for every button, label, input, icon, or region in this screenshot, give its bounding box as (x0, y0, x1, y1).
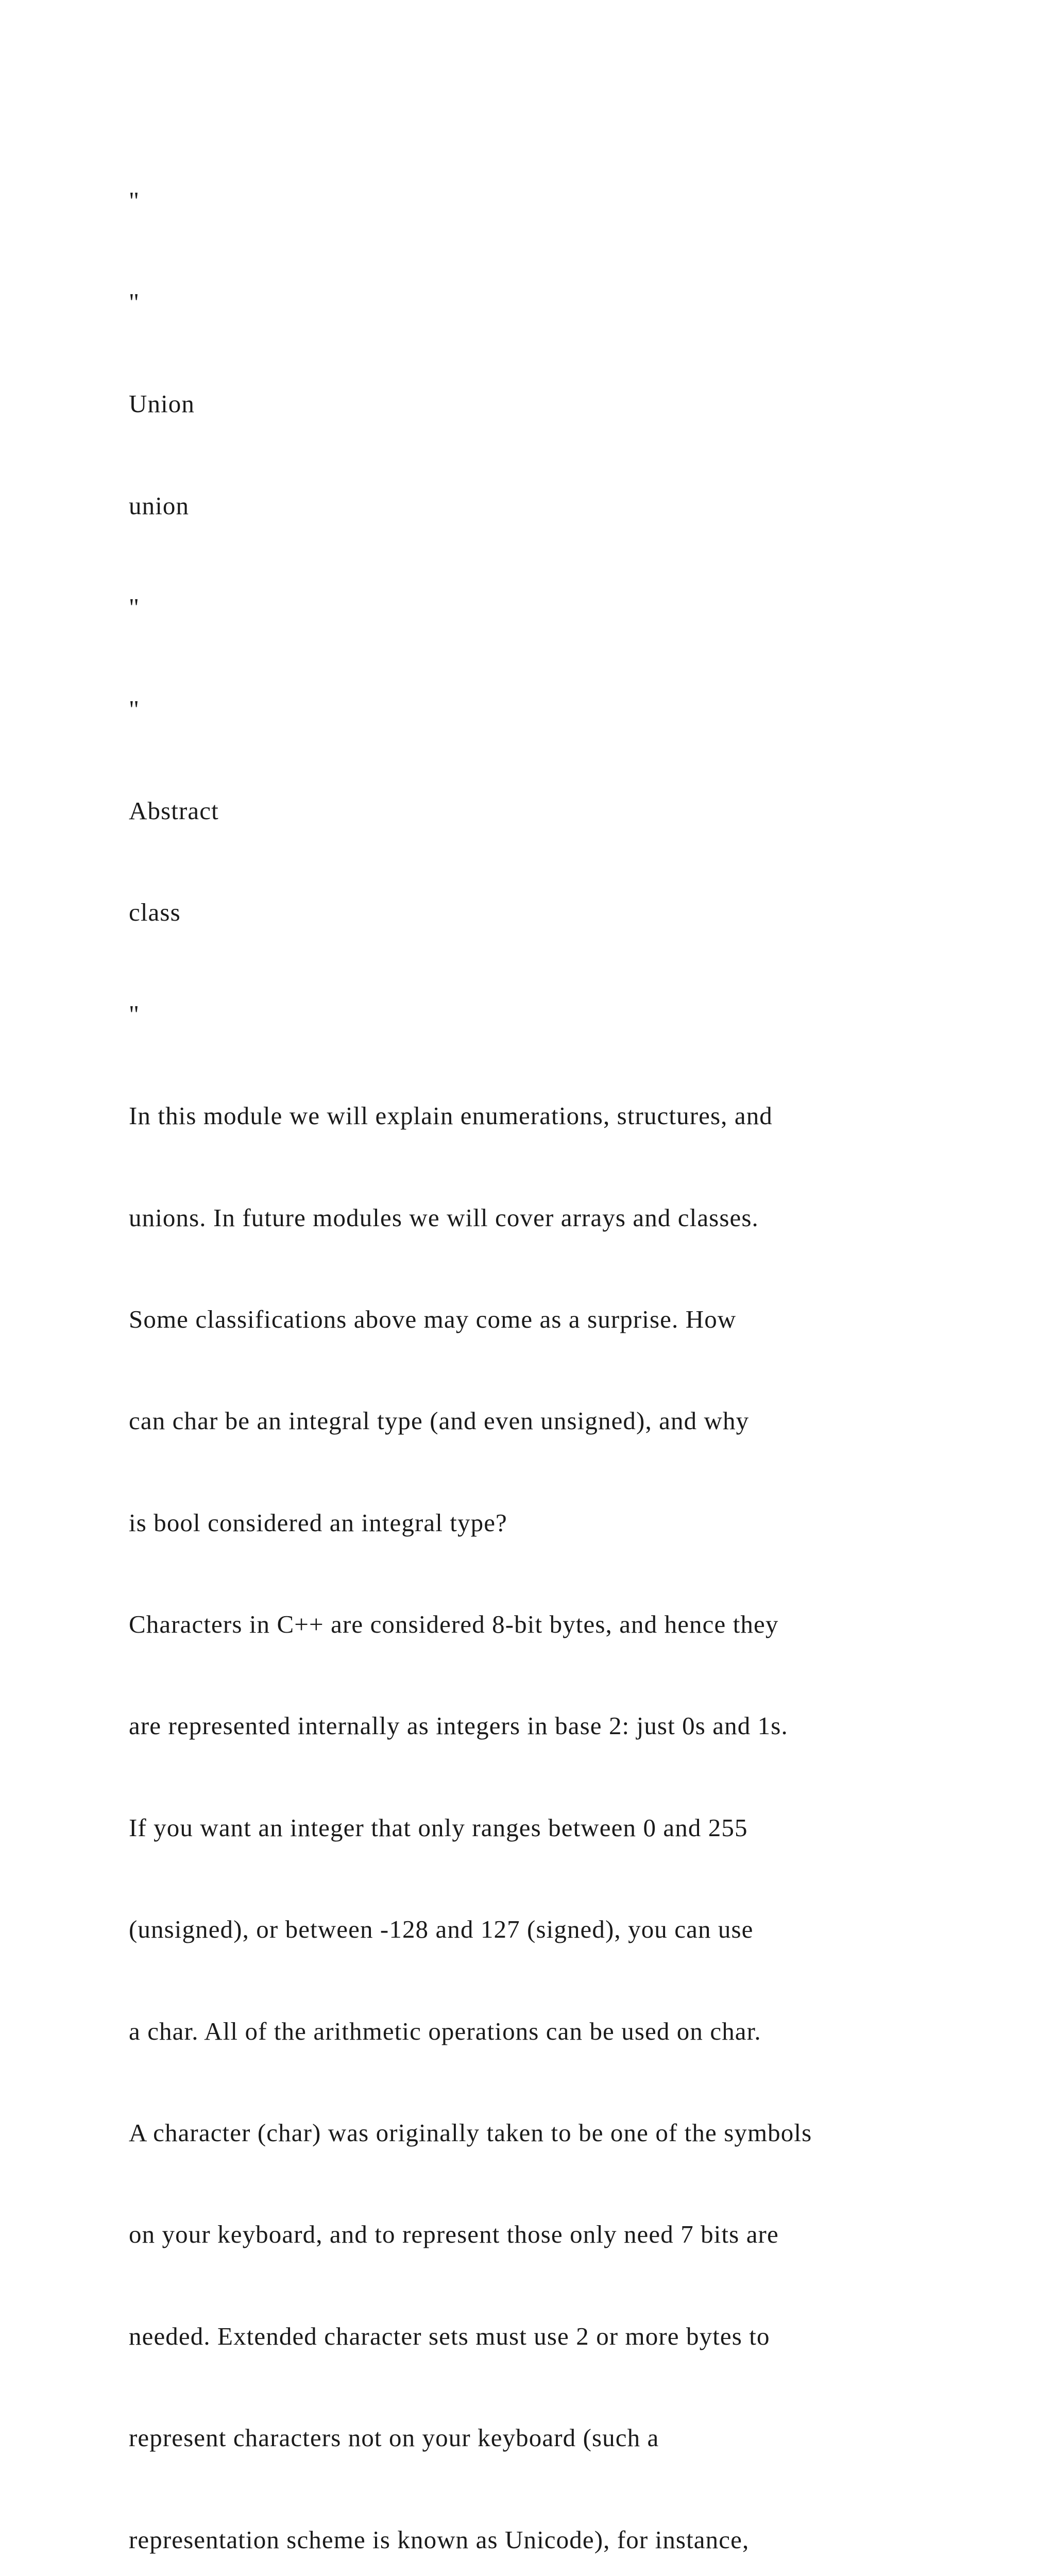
text-line: on your keyboard, and to represent those only need 7 bits are (129, 2220, 779, 2249)
text-line: " (129, 694, 140, 723)
document-body (129, 116, 1005, 2576)
text-line: class (129, 898, 181, 927)
text-line: In this module we will explain enumerations, structures, and (129, 1101, 773, 1130)
text-line: A character (char) was originally taken to be one of the symbols (129, 2119, 812, 2147)
text-line: unions. In future modules we will cover arrays and classes. (129, 1203, 759, 1232)
text-line: a char. All of the arithmetic operations can be used on char. (129, 2016, 761, 2045)
text-line: is bool considered an integral type? (129, 1508, 507, 1537)
text-line: Union (129, 389, 195, 418)
text-line: " (129, 287, 140, 316)
text-line: union (129, 491, 190, 520)
text-line: Characters in C++ are considered 8-bit bytes, and hence they (129, 1610, 779, 1639)
text-line: " (129, 186, 140, 215)
text-line: represent characters not on your keyboard (such a (129, 2424, 659, 2452)
text-line: (unsigned), or between -128 and 127 (signed), you can use (129, 1915, 754, 1944)
text-line: If you want an integer that only ranges between 0 and 255 (129, 1813, 748, 1842)
text-line: are represented internally as integers in base 2: just 0s and 1s. (129, 1711, 788, 1740)
text-line: " (129, 999, 140, 1028)
text-line: Some classifications above may come as a surprise. How (129, 1304, 737, 1333)
text-line: can char be an integral type (and even unsigned), and why (129, 1406, 750, 1435)
text-line: Abstract (129, 796, 219, 825)
text-line: needed. Extended character sets must use 2 or more bytes to (129, 2321, 770, 2350)
text-line: " (129, 593, 140, 622)
text-line: representation scheme is known as Unicode), for instance, (129, 2525, 750, 2554)
